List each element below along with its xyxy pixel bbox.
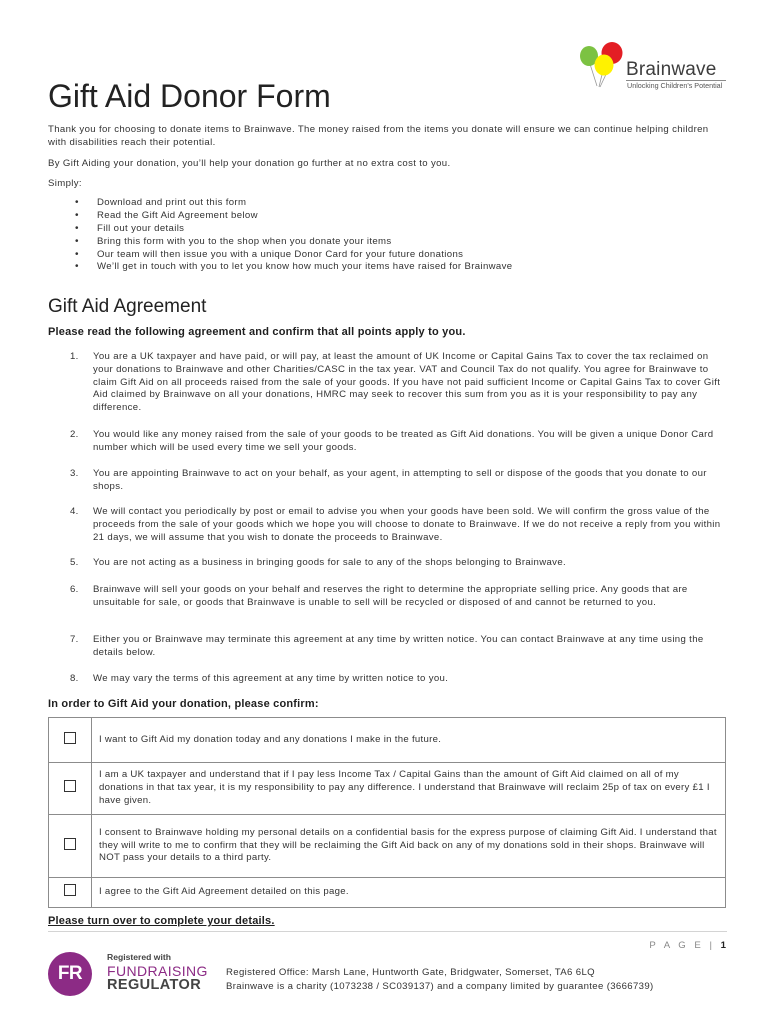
agreement-clause [48, 351, 728, 415]
agreement-clause [48, 468, 728, 494]
simply-label: Simply: [48, 178, 82, 189]
fr-fundraising: FUNDRAISING [107, 963, 208, 979]
agreement-heading: Gift Aid Agreement [48, 296, 207, 317]
table-row [49, 815, 726, 878]
intro-paragraph: Thank you for choosing to donate items to Brainwave. The money raised from the items you donate will ensure we can continue helping children with disabilities reach their potential. [48, 124, 709, 148]
clause-text: Brainwave will sell your goods on your behalf and reserves the right to determine the appropriate selling price. Any goods that are unsuitable for sale, or goods that Brainwave is unable to sell will be recycled or disposed of and cannot be returned to you. [93, 584, 688, 608]
clause-number: 4. [70, 506, 79, 517]
confirm-text: I want to Gift Aid my donation today and any donations I make in the future. [92, 718, 726, 763]
confirm-checkbox[interactable] [64, 884, 76, 896]
page-number [649, 940, 726, 951]
confirm-table [48, 717, 726, 908]
agreement-clause [48, 673, 728, 686]
agreement-lead: Please read the following agreement and confirm that all points apply to you. [48, 326, 466, 338]
checkbox-cell [49, 763, 92, 815]
list-item: • Fill out your details [48, 223, 512, 236]
agreement-clause [48, 557, 728, 570]
clause-number: 1. [70, 351, 79, 362]
agreement-clause [48, 584, 728, 610]
fundraising-regulator-logo [48, 950, 213, 998]
page-label: P A G E | [649, 940, 715, 951]
steps-list [48, 197, 512, 274]
checkbox-cell [49, 815, 92, 878]
balloons-icon [576, 42, 628, 92]
clause-number: 3. [70, 468, 79, 479]
clause-text: You are not acting as a business in bringing goods for sale to any of the shops belonging to Brainwave. [93, 557, 567, 568]
gift-aid-paragraph: By Gift Aiding your donation, you’ll help your donation go further at no extra cost to you. [48, 158, 451, 169]
clause-number: 2. [70, 429, 79, 440]
clause-number: 8. [70, 673, 79, 684]
table-row [49, 878, 726, 908]
clause-text: You are appointing Brainwave to act on your behalf, as your agent, in attempting to sell or dispose of the goods that you donate to our shops. [93, 468, 707, 492]
confirm-checkbox[interactable] [64, 732, 76, 744]
brainwave-name: Brainwave [626, 59, 717, 80]
brainwave-tagline: Unlocking Children's Potential [627, 81, 723, 90]
clause-text: We will contact you periodically by post or email to advise you when your goods have been sold. We will confirm the gross value of the proceeds from the sale of your goods which we hope you will choose to donate to Brainwave. If we do not receive a reply from you within 21 days, we will assume that you wish to donate the proceeds to Brainwave. [93, 506, 721, 543]
confirm-checkbox[interactable] [64, 780, 76, 792]
agreement-clause [48, 506, 728, 544]
checkbox-cell [49, 718, 92, 763]
clause-number: 5. [70, 557, 79, 568]
clause-text: Either you or Brainwave may terminate this agreement at any time by written notice. You can contact Brainwave at any time using the details below. [93, 634, 704, 658]
clause-text: You are a UK taxpayer and have paid, or will pay, at least the amount of UK Income or Capital Gains Tax to cover the tax reclaimed on your donations to Brainwave and other Charities/CASC in the tax year. VAT and Council Tax do not qualify. You agree for Brainwave to claim Gift Aid on all proceeds raised from the sale of your goods. If you have not paid sufficient Income or Capital Gains Tax to cover Gift Aid claimed by Brainwave on all your donations, HMRC may seek to recover this sum from you as it is your responsibility to pay any difference. [93, 351, 721, 414]
footer-charity: Brainwave is a charity (1073238 / SC039137) and a company limited by guarantee (3666739) [226, 981, 654, 992]
page-title: Gift Aid Donor Form [48, 78, 331, 114]
table-row [49, 718, 726, 763]
fr-registered: Registered with [107, 952, 171, 962]
page-number-value: 1 [720, 940, 726, 951]
confirm-heading: In order to Gift Aid your donation, please confirm: [48, 698, 319, 710]
confirm-checkbox[interactable] [64, 838, 76, 850]
list-item: • Read the Gift Aid Agreement below [48, 210, 512, 223]
clause-number: 6. [70, 584, 79, 595]
list-item: • We’ll get in touch with you to let you know how much your items have raised for Brainwave [48, 261, 512, 274]
footer-divider [48, 931, 727, 932]
confirm-text: I am a UK taxpayer and understand that if I pay less Income Tax / Capital Gains than the amount of Gift Aid claimed on all of my donations in that tax year, it is my responsibility to pay any difference. I understand that Brainwave will reclaim 25p of tax on every £1 I have given. [92, 763, 726, 815]
fr-regulator: REGULATOR [107, 977, 202, 993]
turn-over-note: Please turn over to complete your details. [48, 915, 275, 927]
fr-badge: FR [48, 952, 92, 996]
list-item: • Our team will then issue you with a unique Donor Card for your future donations [48, 249, 512, 262]
list-item: • Download and print out this form [48, 197, 512, 210]
confirm-text: I consent to Brainwave holding my personal details on a confidential basis for the express purpose of claiming Gift Aid. I understand that they will write to me to confirm that they will be reclaiming the Gift Aid back on any of my donations sold in their shops. Brainwave will NOT pass your details to a third party. [92, 815, 726, 878]
brainwave-logo [576, 42, 736, 102]
table-row [49, 763, 726, 815]
agreement-clause [48, 634, 728, 660]
clause-number: 7. [70, 634, 79, 645]
confirm-text: I agree to the Gift Aid Agreement detailed on this page. [92, 878, 726, 908]
agreement-clause [48, 429, 728, 455]
list-item: • Bring this form with you to the shop when you donate your items [48, 236, 512, 249]
clause-text: You would like any money raised from the sale of your goods to be treated as Gift Aid donations. You will be given a unique Donor Card number which will be used every time we sell your goods. [93, 429, 714, 453]
footer-address: Registered Office: Marsh Lane, Huntworth Gate, Bridgwater, Somerset, TA6 6LQ [226, 967, 595, 978]
clause-text: We may vary the terms of this agreement at any time by written notice to you. [93, 673, 449, 684]
checkbox-cell [49, 878, 92, 908]
